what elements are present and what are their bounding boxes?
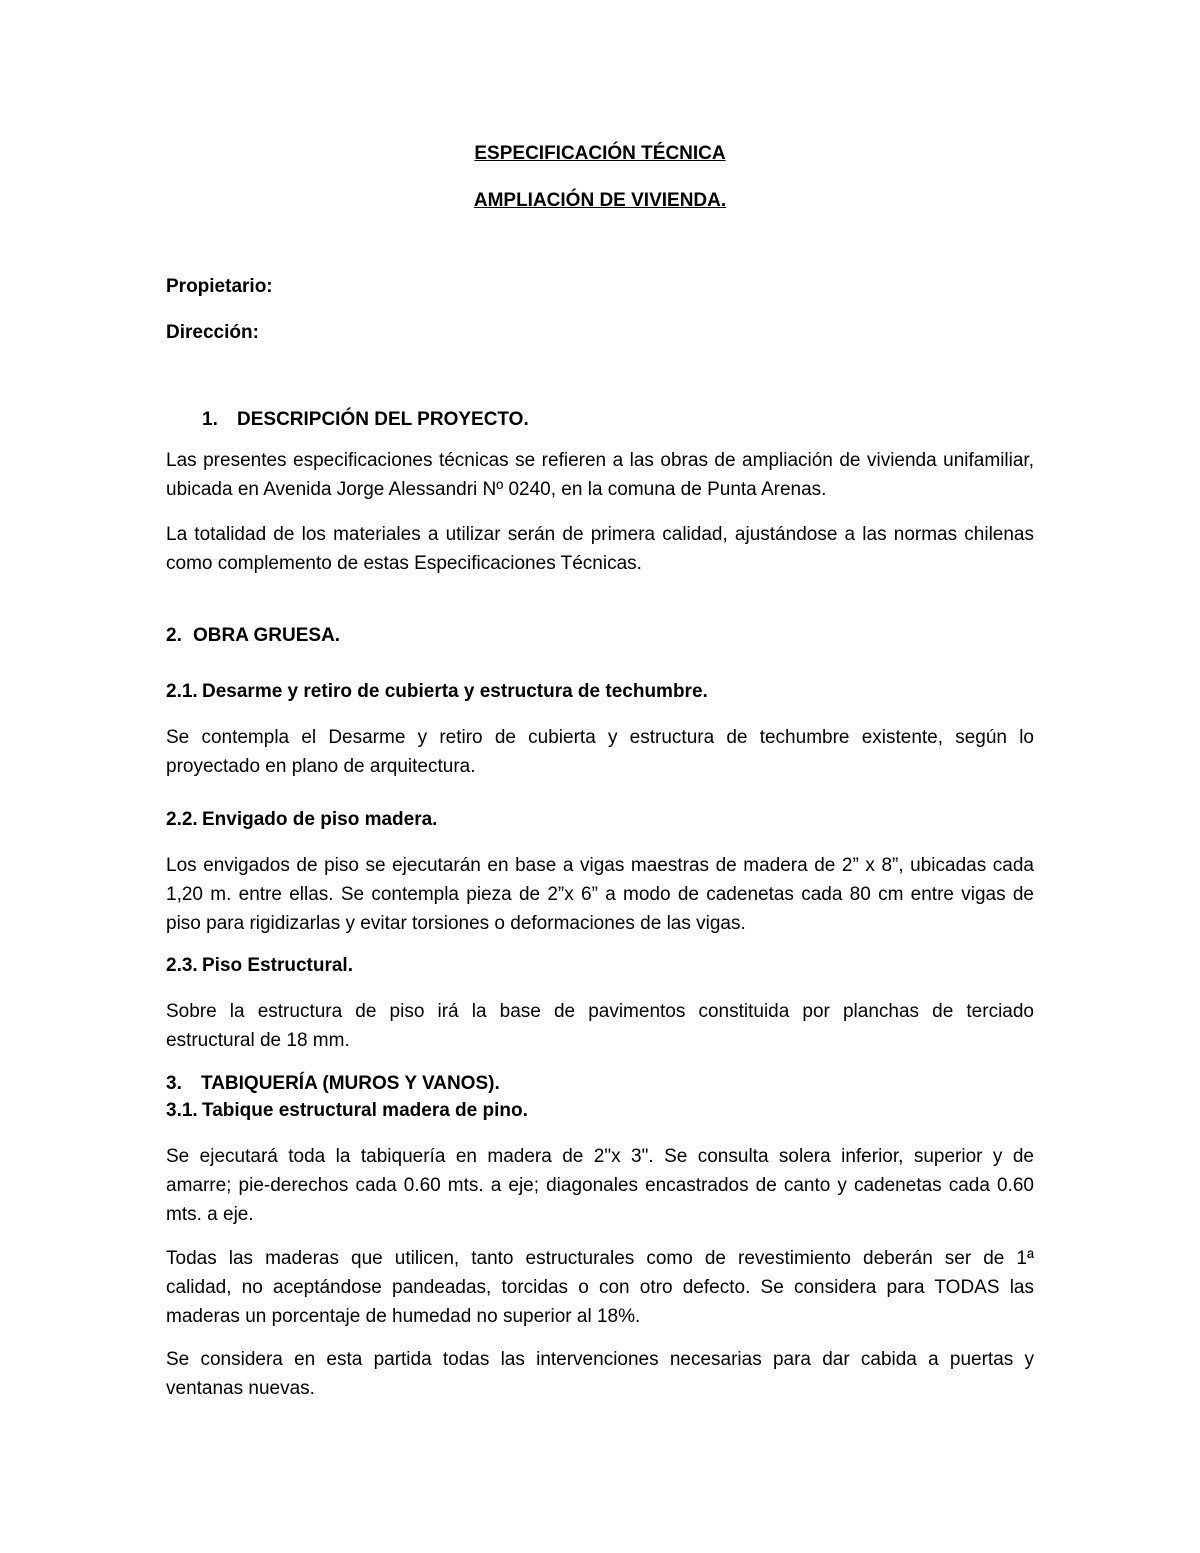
paragraph-line: como complemento de estas Especificaciones Técnicas. bbox=[166, 553, 642, 574]
section-2-3-paragraph bbox=[166, 997, 1034, 1055]
paragraph-line: proyectado en plano de arquitectura. bbox=[166, 756, 476, 777]
document-title: ESPECIFICACIÓN TÉCNICA bbox=[474, 143, 726, 164]
section-3-1-title: Tabique estructural madera de pino. bbox=[202, 1100, 528, 1121]
paragraph-line: Los envigados de piso se ejecutarán en base a vigas maestras de madera de 2” x 8”, ubicadas cada bbox=[166, 855, 1034, 876]
paragraph-line: calidad, no aceptándose pandeadas, torcidas o con otro defecto. Se considera para TODAS las bbox=[166, 1277, 1034, 1298]
document-page bbox=[166, 0, 1034, 1553]
section-2-3-number: 2.3. bbox=[166, 955, 198, 976]
paragraph-line: La totalidad de los materiales a utilizar serán de primera calidad, ajustándose a las normas chilenas bbox=[166, 524, 1034, 545]
section-3-1-paragraph-1 bbox=[166, 1142, 1034, 1229]
section-2-3-title: Piso Estructural. bbox=[202, 955, 353, 976]
paragraph-line: Las presentes especificaciones técnicas se refieren a las obras de ampliación de vivienda unifamiliar, bbox=[166, 450, 1034, 471]
section-1-paragraph-2 bbox=[166, 520, 1034, 578]
section-2-heading bbox=[166, 625, 340, 647]
paragraph-line: Todas las maderas que utilicen, tanto estructurales como de revestimiento deberán ser de 1ª bbox=[166, 1248, 1034, 1269]
paragraph-line: Se contempla el Desarme y retiro de cubierta y estructura de techumbre existente, según lo bbox=[166, 727, 1034, 748]
paragraph-line: ubicada en Avenida Jorge Alessandri Nº 0240, en la comuna de Punta Arenas. bbox=[166, 479, 827, 500]
section-3-1-number: 3.1. bbox=[166, 1100, 198, 1121]
section-2-2-heading bbox=[166, 809, 437, 831]
paragraph-line: Se considera en esta partida todas las intervenciones necesarias para dar cabida a puertas y bbox=[166, 1349, 1034, 1370]
section-2-3-heading bbox=[166, 955, 353, 977]
paragraph-line: piso para rigidizarlas y evitar torsiones o deformaciones de las vigas. bbox=[166, 913, 746, 934]
section-1-heading bbox=[202, 409, 529, 431]
section-1-paragraph-1 bbox=[166, 446, 1034, 504]
section-3-title: TABIQUERÍA (MUROS Y VANOS). bbox=[201, 1073, 500, 1094]
paragraph-line: estructural de 18 mm. bbox=[166, 1030, 350, 1051]
section-1-title: DESCRIPCIÓN DEL PROYECTO. bbox=[237, 409, 529, 430]
section-2-1-heading bbox=[166, 681, 708, 703]
section-2-2-number: 2.2. bbox=[166, 809, 198, 830]
section-2-1-number: 2.1. bbox=[166, 681, 198, 702]
paragraph-line: Sobre la estructura de piso irá la base de pavimentos constituida por planchas de terciado bbox=[166, 1001, 1034, 1022]
paragraph-line: mts. a eje. bbox=[166, 1204, 254, 1225]
document-subtitle: AMPLIACIÓN DE VIVIENDA. bbox=[473, 190, 727, 211]
owner-label: Propietario: bbox=[166, 276, 273, 297]
paragraph-line: Se ejecutará toda la tabiquería en madera de 2"x 3". Se consulta solera inferior, superior y de bbox=[166, 1146, 1034, 1167]
section-3-1-paragraph-3 bbox=[166, 1345, 1034, 1403]
section-3-1-paragraph-2 bbox=[166, 1244, 1034, 1331]
section-2-2-title: Envigado de piso madera. bbox=[202, 809, 438, 830]
section-3-number: 3. bbox=[166, 1073, 182, 1094]
paragraph-line: ventanas nuevas. bbox=[166, 1378, 315, 1399]
section-2-1-paragraph bbox=[166, 723, 1034, 781]
section-3-1-heading bbox=[166, 1100, 528, 1122]
section-2-number: 2. bbox=[166, 625, 182, 646]
section-1-number: 1. bbox=[202, 409, 218, 430]
section-3-heading bbox=[166, 1073, 500, 1095]
paragraph-line: 1,20 m. entre ellas. Se contempla pieza de 2”x 6” a modo de cadenetas cada 80 cm entre vigas de bbox=[166, 884, 1034, 905]
paragraph-line: amarre; pie-derechos cada 0.60 mts. a eje; diagonales encastrados de canto y cadenetas cada 0.60 bbox=[166, 1175, 1034, 1196]
address-label: Dirección: bbox=[166, 322, 259, 343]
section-2-title: OBRA GRUESA. bbox=[193, 625, 341, 646]
section-2-2-paragraph bbox=[166, 851, 1034, 938]
paragraph-line: maderas un porcentaje de humedad no superior al 18%. bbox=[166, 1306, 641, 1327]
section-2-1-title: Desarme y retiro de cubierta y estructura de techumbre. bbox=[202, 681, 708, 702]
